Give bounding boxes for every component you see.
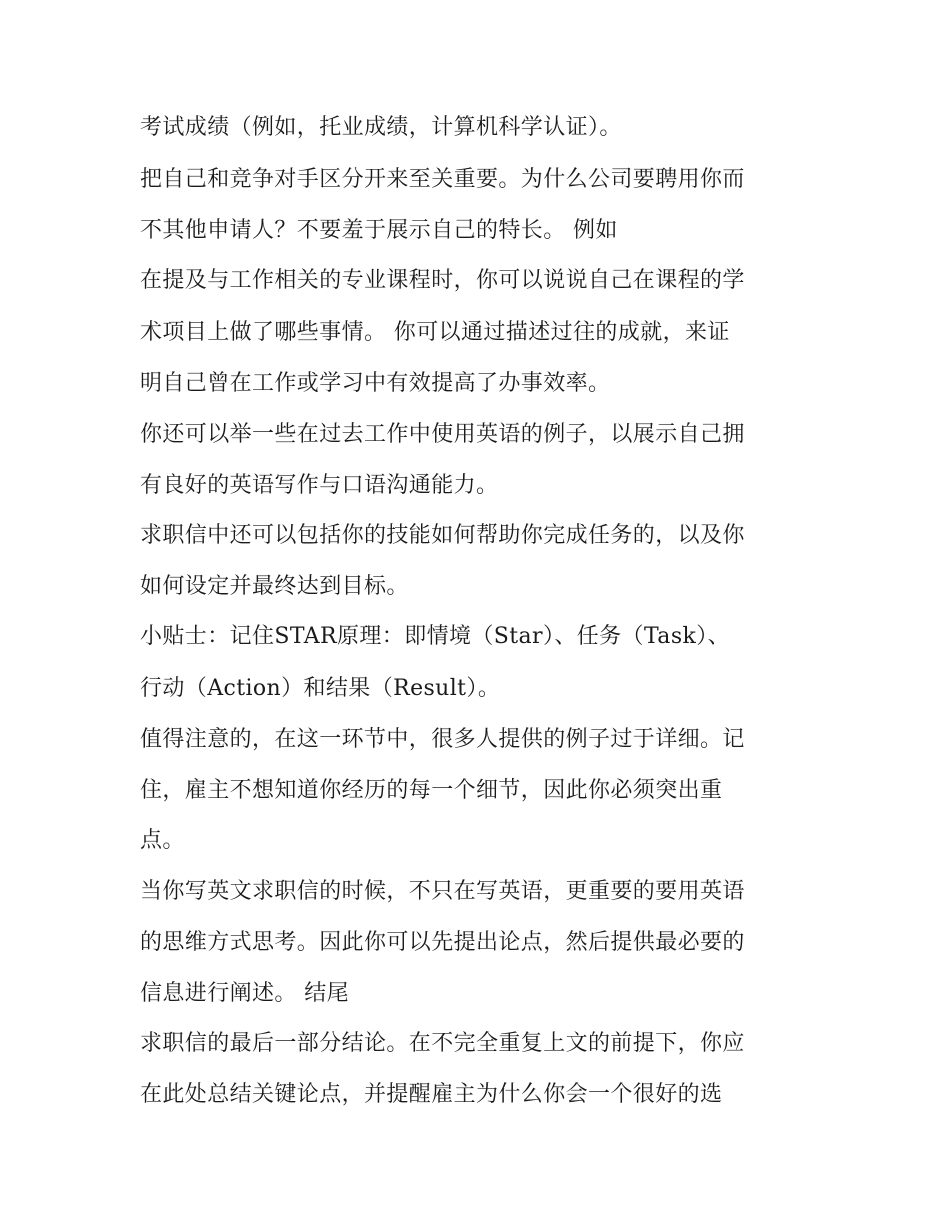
text-line: 不其他申请人？不要羞于展示自己的特长。 例如 [140, 218, 618, 243]
text-line: 明自己曾在工作或学习中有效提高了办事效率。 [140, 371, 611, 396]
text-line: 住，雇主不想知道你经历的每一个细节，因此你必须突出重 [140, 778, 723, 803]
text-line: 当你写英文求职信的时候，不只在写英语，更重要的要用英语 [140, 879, 745, 904]
text-line: 的思维方式思考。因此你可以先提出论点，然后提供最必要的 [140, 930, 745, 955]
text-line: 考试成绩（例如，托业成绩，计算机科学认证）。 [140, 115, 622, 140]
text-line: 在提及与工作相关的专业课程时，你可以说说自己在课程的学 [140, 268, 745, 293]
text-line: 小贴士：记住STAR原理：即情境（Star）、任务（Task）、 [140, 624, 731, 649]
text-line: 把自己和竞争对手区分开来至关重要。为什么公司要聘用你而 [140, 167, 745, 192]
text-line: 值得注意的，在这一环节中，很多人提供的例子过于详细。记 [140, 727, 745, 752]
text-line: 术项目上做了哪些事情。 你可以通过描述过往的成就，来证 [140, 320, 730, 345]
text-line: 信息进行阐述。 结尾 [140, 981, 349, 1006]
text-line: 求职信中还可以包括你的技能如何帮助你完成任务的，以及你 [140, 523, 745, 548]
text-line: 如何设定并最终达到目标。 [140, 574, 409, 599]
text-line: 行动（Action）和结果（Result）。 [140, 676, 501, 701]
text-line: 在此处总结关键论点，并提醒雇主为什么你会一个很好的选 [140, 1082, 723, 1107]
text-line: 有良好的英语写作与口语沟通能力。 [140, 473, 499, 498]
text-line: 点。 [140, 828, 185, 853]
text-line: 你还可以举一些在过去工作中使用英语的例子，以展示自己拥 [140, 422, 745, 447]
text-line: 求职信的最后一部分结论。在不完全重复上文的前提下，你应 [140, 1031, 745, 1056]
